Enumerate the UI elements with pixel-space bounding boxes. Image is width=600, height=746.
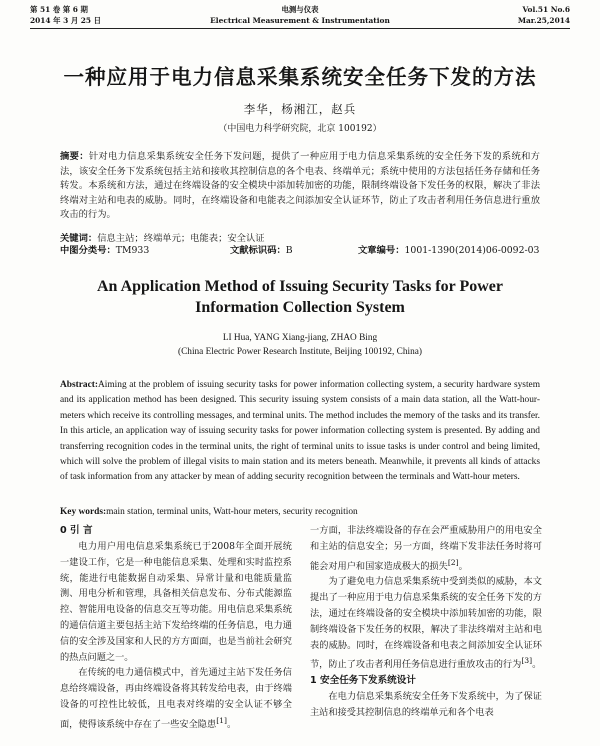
header-rule [30,28,570,29]
abstract-en [60,378,540,486]
abstract-cn-label: 摘要： [60,151,89,162]
title-en: An Application Method of Issuing Security Tasks for Power Information Collection System [97,278,503,316]
clc-label: 中图分类号： [60,245,116,256]
clc-number: TM933 [115,245,150,256]
paragraph: 在传统的电力通信模式中，首先通过主站下发任务信息给终端设备，再由终端设备将其转发给电表，由于终端设备的可控性比较低，且电表对终端的安全认证不够全面，使得该系统中存在了一些安全隐患[1]。 [60,667,292,730]
authors-cn: 李华，杨湘江，赵兵 [243,102,357,116]
date-en: Mar.25,2014 [517,16,570,25]
article-number: 1001-1390(2014)06-0092-03 [404,245,540,256]
body-column-left [60,523,292,733]
volume-cn: 第 51 卷 第 6 期 [30,5,88,14]
authors-en: LI Hua, YANG Xiang-jiang, ZHAO Bing [222,333,378,343]
classification-line [60,245,540,257]
institution-cn: （中国电力科学研究院，北京 100192） [218,124,382,134]
citation: [2] [447,557,459,567]
abstract-en-text: Aiming at the problem of issuing security tasks for power information collecting system, a security hardware system and its application method has been designed. This security issuing system consists of a main data station, all the Watt-hour-meters which receive its controlling messages, and terminal units. The method includes the memory of the tasks and its transfer. In this article, an application way of issuing security tasks for power information collecting system is presented. By adding and transferring recognition codes in the terminal units, the right of terminal units to issue tasks is under control and being limited, which will solve the problem of illegal visits to main station and its meters beneath. Meanwhile, it prevents all kinds of attacks of task information from any attacker by mean of adding security recognition between the terminals and Watt-hour meters. [60,380,540,483]
journal-name-cn: 电测与仪表 [281,5,319,14]
running-header [30,4,570,30]
keywords-en [60,506,540,518]
doc-code-label: 文献标识码： [230,245,286,256]
section-heading-intro: 0 引 言 [60,525,93,536]
date-cn: 2014 年 3 月 25 日 [30,16,102,25]
abstract-cn [60,150,540,223]
paragraph: 为了避免电力信息采集系统中受到类似的威胁，本文提出了一种应用于电力信息采集系统的安全任务下发的方法，通过在终端设备的安全模块中添加转加密的功能，限制终端设备下发任务的权限，解决了非法终端对主站和电表的威胁。同时，在终端设备和电表之间添加安全认证环节，防止了攻击者利用任务信息进行重放攻击的行为[3]。 [310,576,542,671]
doc-code: B [285,245,293,256]
paragraph: 一方面，非法终端设备的存在会严重威胁用户的用电安全和主站的信息安全；另一方面，终端下发非法任务时将可能会对用户和国家造成极大的损失[2]。 [310,525,542,572]
paragraph-text: 在传统的电力通信模式中，首先通过主站下发任务信息给终端设备，再由终端设备将其转发给电表，由于终端设备的可控性比较低，且电表对终端的安全认证不够全面，使得该系统中存在了一些安全隐患 [60,667,292,730]
keywords-cn [60,233,540,245]
journal-name-en: Electrical Measurement & Instrumentation [210,16,390,25]
keywords-en-label: Key words: [60,507,107,517]
keywords-cn-label: 关键词： [60,233,98,244]
citation: [1] [216,715,228,725]
paragraph: 在电力信息采集系统安全任务下发系统中，为了保证主站和接受其控制信息的终端单元和各个电表 [310,691,542,719]
body-column-right [310,523,542,721]
abstract-en-label: Abstract: [60,380,99,390]
keywords-en-text: main station, terminal units, Watt-hour meters, security recognition [106,507,358,517]
paragraph: 电力用户用电信息采集系统已于2008年全面开展统一建设工作，它是一种电能信息采集、处理和实时监控系统，能进行电能数据自动采集、异常计量和电能质量监测、用电分析和管理，具备相关信息发布、分布式能源监控、智能用电设备的信息交互等功能。用电信息采集系统的通信信道主要包括主站下发给终端的任务信息，电力通信的安全涉及国家和人民的方方面面，也是当前社会研究的热点问题之一。 [60,541,292,663]
section-heading-1: 1 安全任务下发系统设计 [310,675,416,687]
article-number-label: 文章编号： [358,245,405,256]
title-cn: 一种应用于电力信息采集系统安全任务下发的方法 [63,65,537,89]
volume-en: Vol.51 No.6 [522,5,570,14]
abstract-cn-text: 针对电力信息采集系统安全任务下发问题，提供了一种应用于电力信息采集系统的安全任务下发的系统和方法，该安全任务下发系统包括主站和接收其控制信息的各个电表、终端单元；系统中使用的方法包括任务存储和任务转发。本系统和方法，通过在终端设备的安全模块中添加转加密的功能，限制终端设备下发任务的权限，解决了非法终端对主站和电表的威胁。同时，在终端设备和电能表之间添加安全认证环节，防止了攻击者利用任务信息进行重放攻击的行为。 [60,151,540,220]
paragraph-text: 一方面，非法终端设备的存在会严重威胁用户的用电安全和主站的信息安全；另一方面，终端下发非法任务时将可能会对用户和国家造成极大的损失 [310,525,542,572]
citation: [3] [521,656,533,666]
institution-en: (China Electric Power Research Institute, Beijing 100192, China) [178,347,422,357]
paragraph-text: 为了避免电力信息采集系统中受到类似的威胁，本文提出了一种应用于电力信息采集系统的安全任务下发的方法，通过在终端设备的安全模块中添加转加密的功能，限制终端设备下发任务的权限，解决了非法终端对主站和电表的威胁。同时，在终端设备和电表之间添加安全认证环节，防止了攻击者利用任务信息进行重放攻击的行为 [310,576,542,671]
keywords-cn-text: 信息主站；终端单元；电能表；安全认证 [97,233,265,244]
